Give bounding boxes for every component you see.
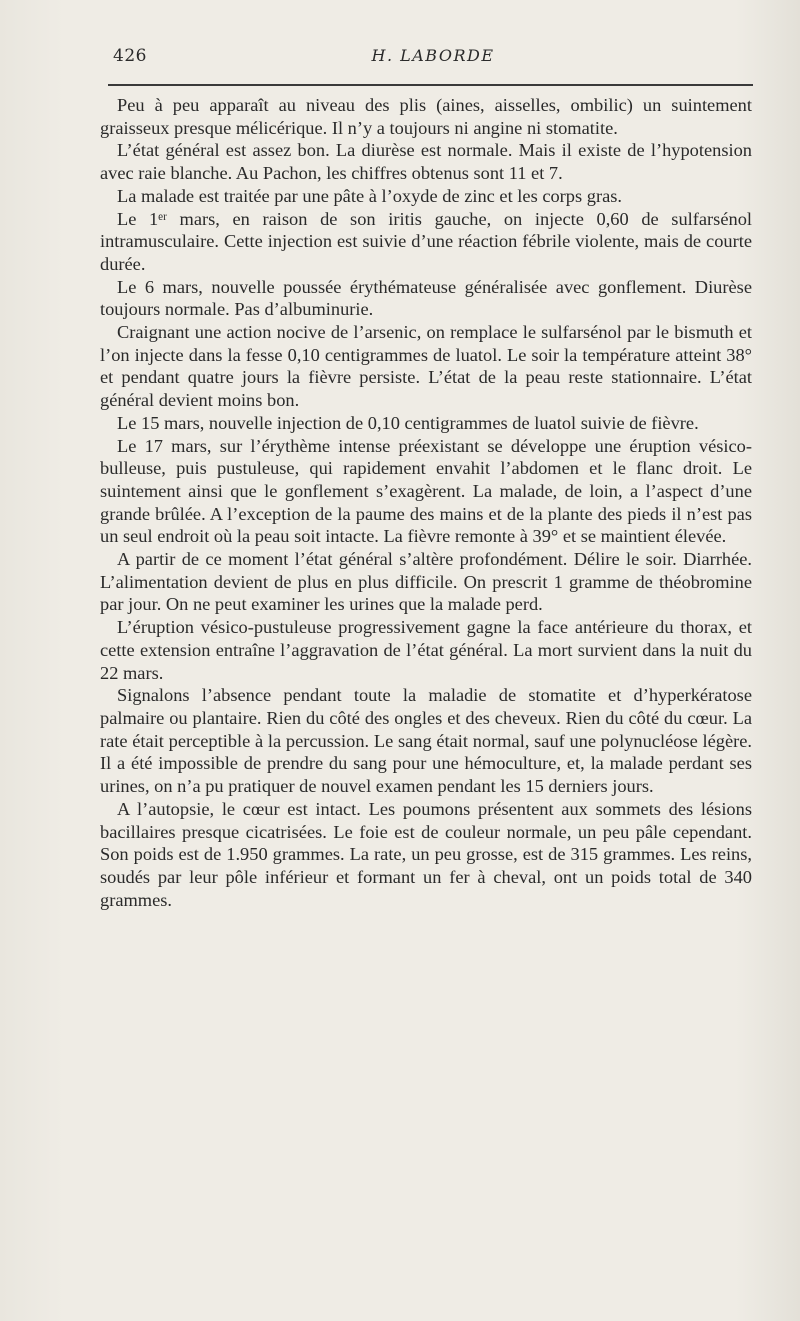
paragraph: A l’autopsie, le cœur est intact. Les poumons présentent aux sommets des lésions bacillaires presque cicatrisées. Le foie est de couleur normale, un peu pâle cependant. Son poids est de 1.950 grammes. La rate, un peu grosse, est de 315 grammes. Les reins, soudés par leur pôle inférieur et formant un fer à cheval, ont un poids total de 340 grammes. (100, 798, 752, 910)
paragraph: Craignant une action nocive de l’arsenic, on remplace le sulfarsénol par le bismuth et l’on injecte dans la fesse 0,10 centigrammes de luatol. Le soir la température atteint 38° et pendant quatre jours la fièvre persiste. L’état de la peau reste stationnaire. L’état général devient moins bon. (100, 322, 752, 411)
paragraph: Le 1ᵉʳ mars, en raison de son iritis gauche, on injecte 0,60 de sulfarsénol intramusculaire. Cette injection est suivie d’une réaction fébrile violente, mais de courte durée. (100, 208, 752, 274)
page-number: 426 (113, 46, 147, 66)
paragraph: Le 17 mars, sur l’érythème intense préexistant se développe une éruption vésico-bulleuse, puis pustuleuse, qui rapidement envahit l’abdomen et le flanc droit. Le suintement ainsi que le gonflement s’exagèrent. La malade, de loin, a l’aspect d’une grande brûlée. A l’exception de la paume des mains et de la plante des pieds il n’est pas un seul endroit où la peau soit intacte. La fièvre remonte à 39° et se maintient élevée. (100, 435, 752, 547)
page-header (113, 46, 753, 74)
paragraph: A partir de ce moment l’état général s’altère profondément. Délire le soir. Diarrhée. L’alimentation devient de plus en plus difficile. On prescrit 1 gramme de théobromine par jour. On ne peut examiner les urines que la malade perd. (100, 549, 752, 615)
running-head: H. LABORDE (371, 46, 495, 65)
paragraph: La malade est traitée par une pâte à l’oxyde de zinc et les corps gras. (117, 185, 622, 206)
paragraph: Le 6 mars, nouvelle poussée érythémateuse généralisée avec gonflement. Diurèse toujours normale. Pas d’albuminurie. (100, 276, 752, 320)
paragraph: Signalons l’absence pendant toute la maladie de stomatite et d’hyperkératose palmaire ou plantaire. Rien du côté des ongles et des cheveux. Rien du côté du cœur. La rate était perceptible à la percussion. Le sang était normal, sauf une polynucléose légère. Il a été impossible de prendre du sang pour une hémoculture, et, la malade perdant ses urines, on n’a pu pratiquer de nouvel examen pendant les 15 derniers jours. (100, 685, 752, 797)
paragraph: Le 15 mars, nouvelle injection de 0,10 centigrammes de luatol suivie de fièvre. (117, 412, 699, 433)
paragraph: L’état général est assez bon. La diurèse est normale. Mais il existe de l’hypotension avec raie blanche. Au Pachon, les chiffres obtenus sont 11 et 7. (100, 140, 752, 184)
paragraph: L’éruption vésico-pustuleuse progressivement gagne la face antérieure du thorax, et cette extension entraîne l’aggravation de l’état général. La mort survient dans la nuit du 22 mars. (100, 617, 752, 683)
paragraph: Peu à peu apparaît au niveau des plis (aines, aisselles, ombilic) un suintement graisseux presque mélicérique. Il n’y a toujours ni angine ni stomatite. (100, 95, 752, 138)
body-text (100, 94, 752, 911)
header-rule (108, 84, 753, 86)
